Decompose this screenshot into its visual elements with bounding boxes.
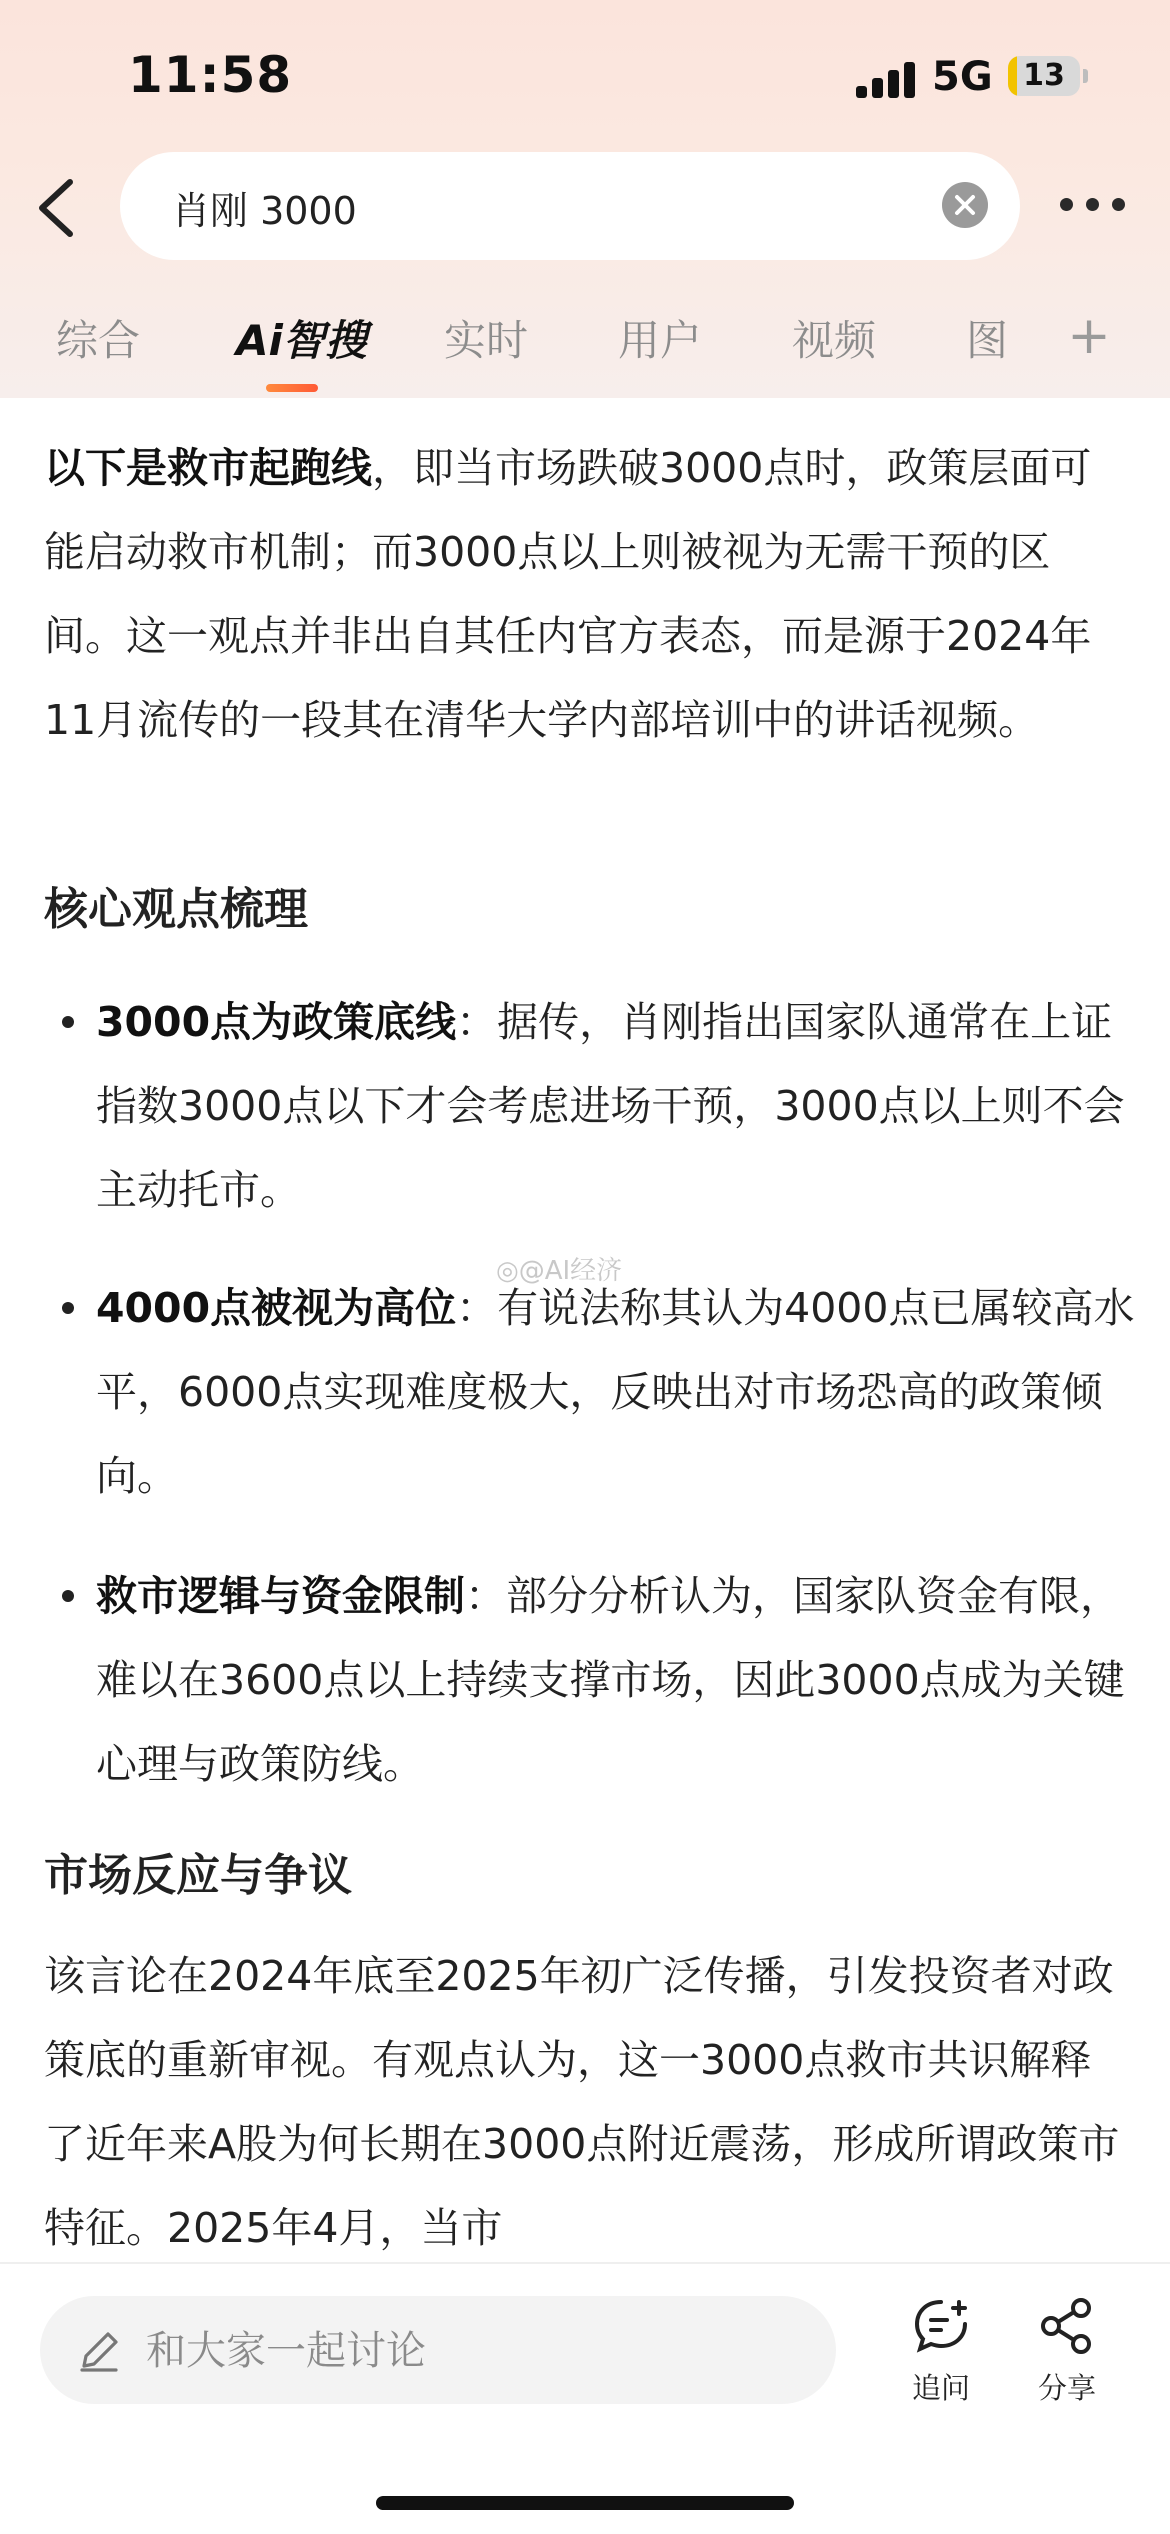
share-label: 分享 (1037, 2371, 1096, 2405)
list-item (96, 1266, 1136, 1518)
status-time: 11:58 (128, 46, 293, 104)
more-options-button[interactable] (1056, 190, 1130, 220)
list-item (96, 980, 1136, 1232)
active-tab-indicator (266, 384, 318, 392)
add-tab-icon[interactable]: + (1067, 306, 1111, 366)
share-button[interactable] (1022, 2296, 1112, 2406)
home-indicator[interactable] (376, 2496, 794, 2510)
cellular-signal-icon (856, 62, 916, 98)
bottom-action-bar (0, 2262, 1170, 2534)
tab-realtime[interactable]: 实时 (444, 316, 529, 365)
list-item (96, 1554, 1136, 1806)
back-button[interactable] (28, 168, 88, 248)
pencil-icon (74, 2326, 124, 2376)
list-item-text: ：有说法称其认为4000点已属较高水平，6000点实现难度极大，反映出对市场恐高的政策倾向。 (96, 1284, 1135, 1500)
battery-percent: 13 (1023, 58, 1065, 93)
section-heading-core-views: 核心观点梳理 (44, 884, 308, 935)
network-type: 5G (932, 54, 993, 100)
search-input[interactable] (170, 180, 934, 234)
share-icon (1037, 2296, 1097, 2356)
section-heading-market-reaction: 市场反应与争议 (44, 1850, 352, 1901)
search-tabs (0, 300, 1170, 396)
bullet-dot (62, 1302, 74, 1314)
comment-box[interactable] (40, 2296, 836, 2404)
follow-up-button[interactable] (896, 2296, 986, 2406)
follow-up-label: 追问 (911, 2371, 970, 2405)
paragraph-text: ，即当市场跌破3000点时，政策层面可能启动救市机制；而3000点以上则被视为无需干预的区间。这一观点并非出自其任内官方表态，而是源于2024年11月流传的一段其在清华大学内部培训中的讲话视频。 (44, 444, 1092, 744)
watermark (496, 1250, 622, 1287)
article-content (0, 398, 1170, 2262)
tab-comprehensive[interactable]: 综合 (56, 316, 141, 365)
bullet-dot (62, 1016, 74, 1028)
weibo-logo-icon: ◎ (496, 1256, 519, 1286)
tab-images[interactable]: 图 (966, 316, 1009, 365)
list-item-text: ：部分分析认为，国家队资金有限，难以在3600点以上持续支撑市场，因此3000点成为关键心理与政策防线。 (96, 1572, 1125, 1788)
battery-icon (1008, 56, 1088, 98)
chat-bubble-icon (911, 2296, 971, 2356)
bullet-dot (62, 1590, 74, 1602)
tab-ai-search[interactable]: Ai智搜 (236, 316, 367, 365)
article-paragraph-2: 该言论在2024年底至2025年初广泛传播，引发投资者对政策底的重新审视。有观点认为，这一3000点救市共识解释了近年来A股为何长期在3000点附近震荡，形成所谓政策市特征。2025年4月，当市 (44, 1952, 1120, 2252)
close-icon (942, 182, 988, 228)
chevron-left-icon (28, 168, 88, 248)
list-item-title: 4000点被视为高位 (96, 1284, 457, 1332)
tab-videos[interactable]: 视频 (792, 316, 877, 365)
comment-input[interactable] (144, 2324, 808, 2378)
search-box[interactable] (120, 152, 1020, 260)
paragraph-highlight: 以下是救市起跑线 (44, 444, 372, 492)
tab-users[interactable]: 用户 (618, 316, 703, 365)
list-item-title: 3000点为政策底线 (96, 998, 457, 1046)
status-bar (0, 0, 1170, 150)
clear-search-button[interactable] (942, 182, 988, 228)
article-paragraph-1 (44, 426, 1130, 762)
watermark-text: @AI经济 (518, 1256, 623, 1286)
list-item-title: 救市逻辑与资金限制 (96, 1572, 465, 1620)
list-item-text: ：据传，肖刚指出国家队通常在上证指数3000点以下才会考虑进场干预，3000点以上则不会主动托市。 (96, 998, 1125, 1214)
